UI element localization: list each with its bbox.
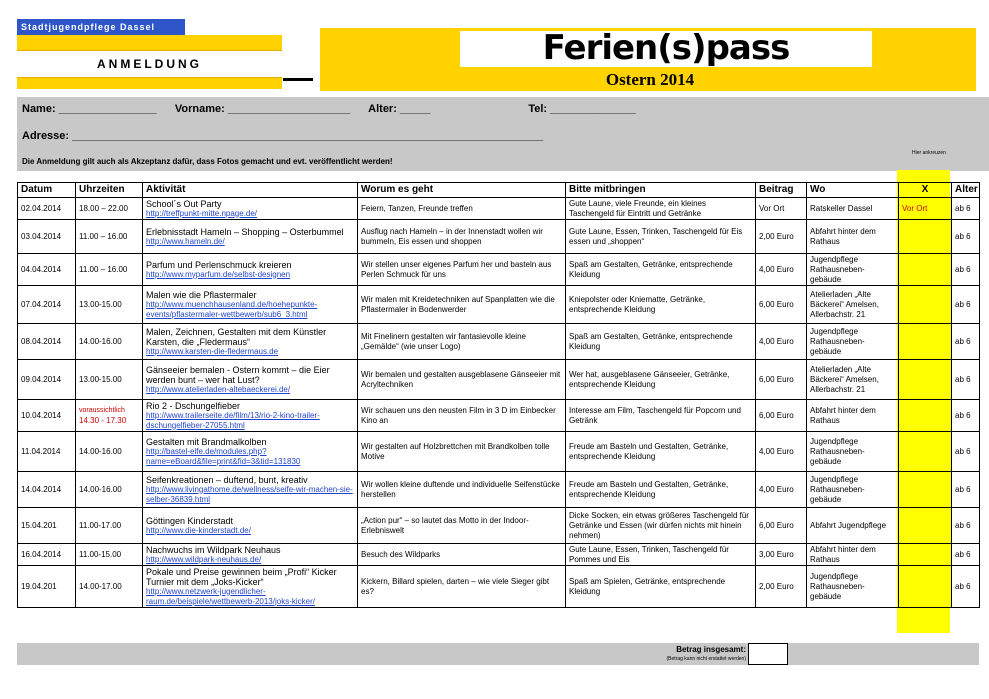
description-cell: Wir malen mit Kreidetechniken auf Spanplatten wie die Pflastermaler in Bodenwerder xyxy=(358,286,566,324)
total-note: (Betrag kann nicht erstattet werden) xyxy=(666,656,746,662)
table-row xyxy=(18,472,980,508)
table-row xyxy=(18,198,980,220)
activity-link[interactable]: http://treffpunkt-mitte.npage.de/ xyxy=(146,208,258,218)
activity-cell xyxy=(143,544,358,566)
age-cell: ab 6 xyxy=(952,198,980,220)
bring-along-cell: Spaß am Spielen, Getränke, entsprechende Kleidung xyxy=(566,566,756,608)
date-cell: 08.04.2014 xyxy=(18,324,76,360)
page-subtitle: Ostern 2014 xyxy=(605,70,695,89)
fee-cell: 4,00 Euro xyxy=(756,432,807,472)
location-cell: Jugendpflege Rathausneben-gebäude xyxy=(807,254,899,286)
date-cell: 07.04.2014 xyxy=(18,286,76,324)
signup-checkbox-cell[interactable]: Vor Ort xyxy=(899,198,952,220)
location-cell: Atelierladen „Alte Bäckerei“ Amelsen, Allerbachstr. 21 xyxy=(807,360,899,400)
signup-checkbox-cell[interactable] xyxy=(899,400,952,432)
activity-title: Malen wie die Pflastermaler xyxy=(146,289,257,300)
time-cell: 18.00 – 22.00 xyxy=(76,198,143,220)
activity-link[interactable]: http://www.trailerseite.de/film/13/rio-2-kino-trailer-dschungelfieber-27055.html xyxy=(146,410,320,430)
column-header: Datum xyxy=(18,183,76,198)
fee-cell: 6,00 Euro xyxy=(756,508,807,544)
signup-checkbox-cell[interactable] xyxy=(899,220,952,254)
location-cell: Jugendpflege Rathausneben-gebäude xyxy=(807,432,899,472)
description-cell: Wir stellen unser eigenes Parfum her und basteln aus Perlen Schmuck für uns xyxy=(358,254,566,286)
time-cell: 11.00 – 16.00 xyxy=(76,254,143,286)
location-cell: Abfahrt hinter dem Rathaus xyxy=(807,220,899,254)
address-field[interactable]: Adresse: _____________________________________________________________________________ xyxy=(22,130,544,142)
time-note: voraussichtlich xyxy=(79,406,125,414)
activity-link[interactable]: http://bastel-elfe.de/modules.php?name=eBoard&file=print&fid=3&tid=131830 xyxy=(146,446,301,466)
table-row xyxy=(18,254,980,286)
description-cell: Besuch des Wildparks xyxy=(358,544,566,566)
signup-checkbox-cell[interactable] xyxy=(899,508,952,544)
activity-title: Seifenkreationen – duftend, bunt, kreativ xyxy=(146,474,308,485)
column-header: Uhrzeiten xyxy=(76,183,143,198)
activity-cell xyxy=(143,198,358,220)
fee-cell: 4,00 Euro xyxy=(756,254,807,286)
date-cell: 15.04.201 xyxy=(18,508,76,544)
age-cell: ab 6 xyxy=(952,400,980,432)
time-cell: 14.00-16.00 xyxy=(76,324,143,360)
column-header: Wo xyxy=(807,183,899,198)
signup-checkbox-cell[interactable] xyxy=(899,472,952,508)
fee-cell: 6,00 Euro xyxy=(756,286,807,324)
activity-title: Gestalten mit Brandmalkolben xyxy=(146,436,267,447)
location-cell: Abfahrt hinter dem Rathaus xyxy=(807,400,899,432)
activity-cell xyxy=(143,508,358,544)
activity-title: Malen, Zeichnen, Gestalten mit dem Künstler Karsten, die „Fledermaus“ xyxy=(146,326,327,347)
activity-title: Nachwuchs im Wildpark Neuhaus xyxy=(146,544,281,555)
description-cell: Feiern, Tanzen, Freunde treffen xyxy=(358,198,566,220)
fee-cell: Vor Ort xyxy=(756,198,807,220)
column-header: X xyxy=(899,183,952,198)
divider xyxy=(283,78,313,81)
activity-title: Gänseeier bemalen - Ostern kommt – die Eier werden bunt – wer hat Lust? xyxy=(146,364,330,385)
activity-link[interactable]: http://www.wildpark-neuhaus.de/ xyxy=(146,554,262,564)
description-cell: „Action pur“ – so lautet das Motto in der Indoor-Erlebniswelt xyxy=(358,508,566,544)
table-row xyxy=(18,508,980,544)
table-row xyxy=(18,220,980,254)
activity-cell xyxy=(143,472,358,508)
activity-cell xyxy=(143,432,358,472)
table-row xyxy=(18,432,980,472)
time-cell: 14.00-16.00 xyxy=(76,432,143,472)
anmeldung-heading: ANMELDUNG xyxy=(17,50,282,78)
bring-along-cell: Gute Laune, viele Freunde, ein kleines Taschengeld für Eintritt und Getränke xyxy=(566,198,756,220)
activity-cell xyxy=(143,324,358,360)
fee-cell: 4,00 Euro xyxy=(756,324,807,360)
activity-title: School´s Out Party xyxy=(146,198,222,209)
age-cell: ab 6 xyxy=(952,360,980,400)
activity-link[interactable]: http://www.netzwerk-jugendlicher-raum.de/beispiele/wettbewerb-2013/joks-kicker/ xyxy=(146,586,315,606)
activity-title: Göttingen Kinderstadt xyxy=(146,515,234,526)
fee-cell: 2,00 Euro xyxy=(756,220,807,254)
age-cell: ab 6 xyxy=(952,472,980,508)
column-header: Aktivität xyxy=(143,183,358,198)
signup-checkbox-cell[interactable] xyxy=(899,566,952,608)
location-cell: Jugendpflege Rathausneben-gebäude xyxy=(807,472,899,508)
bring-along-cell: Freude am Basteln und Gestalten, Getränke, entsprechende Kleidung xyxy=(566,472,756,508)
location-cell: Abfahrt Jugendpflege xyxy=(807,508,899,544)
time-value: 14.30 - 17.30 xyxy=(79,415,127,425)
time-cell: 14.00-16.00 xyxy=(76,472,143,508)
bring-along-cell: Wer hat, ausgeblasene Gänseeier, Getränke, entsprechende Kleidung xyxy=(566,360,756,400)
column-header: Beitrag xyxy=(756,183,807,198)
activity-cell xyxy=(143,286,358,324)
date-cell: 09.04.2014 xyxy=(18,360,76,400)
time-cell: 13.00-15.00 xyxy=(76,360,143,400)
table-row xyxy=(18,544,980,566)
organization-label: Stadtjugendpflege Dassel xyxy=(17,19,185,35)
signup-checkbox-cell[interactable] xyxy=(899,324,952,360)
time-cell: 14.00-17.00 xyxy=(76,566,143,608)
activity-link[interactable]: http://www.livingathome.de/wellness/seife-wir-machen-sie-selber-36839.html xyxy=(146,484,353,504)
activity-table xyxy=(17,182,980,608)
activity-cell xyxy=(143,400,358,432)
description-cell: Wir wollen kleine duftende und individuelle Seifenstücke herstellen xyxy=(358,472,566,508)
date-cell: 16.04.2014 xyxy=(18,544,76,566)
location-cell: Jugendpflege Rathausneben-gebäude xyxy=(807,566,899,608)
description-cell: Mit Finelinern gestalten wir fantasievolle kleine „Gemälde“ (wie unser Logo) xyxy=(358,324,566,360)
table-header-row xyxy=(18,183,980,198)
photo-consent-note: Die Anmeldung gilt auch als Akzeptanz dafür, dass Fotos gemacht und evt. veröffentlicht werden! xyxy=(22,157,393,166)
bring-along-cell: Spaß am Gestalten, Getränke, entsprechende Kleidung xyxy=(566,254,756,286)
date-cell: 04.04.2014 xyxy=(18,254,76,286)
description-cell: Kickern, Billard spielen, darten – wie viele Sieger gibt es? xyxy=(358,566,566,608)
bring-along-cell: Freude am Basteln und Gestalten, Getränke, entsprechende Kleidung xyxy=(566,432,756,472)
personal-fields[interactable]: Name: ________________ Vorname: ____________________ Alter: _____ Tel: ______________ xyxy=(22,103,636,115)
activity-link[interactable]: http://www.die-kinderstadt.de/ xyxy=(146,525,251,535)
bring-along-cell: Dicke Socken, ein etwas größeres Taschengeld für Getränke und Essen (wir dürfen nichts mit hinein nehmen) xyxy=(566,508,756,544)
description-cell: Wir schauen uns den neusten Film in 3 D im Einbecker Kino an xyxy=(358,400,566,432)
location-cell: Ratskeller Dassel xyxy=(807,198,899,220)
age-cell: ab 6 xyxy=(952,432,980,472)
activity-title: Parfum und Perlenschmuck kreieren xyxy=(146,259,292,270)
table-row xyxy=(18,286,980,324)
location-cell: Abfahrt hinter dem Rathaus xyxy=(807,544,899,566)
table-row xyxy=(18,324,980,360)
activity-title: Erlebnisstadt Hameln – Shopping – Osterbummel xyxy=(146,226,344,237)
time-cell: 11.00-17.00 xyxy=(76,508,143,544)
fee-cell: 3,00 Euro xyxy=(756,544,807,566)
signup-checkbox-cell[interactable] xyxy=(899,254,952,286)
signup-checkbox-cell[interactable] xyxy=(899,544,952,566)
location-cell: Atelierladen „Alte Bäckerei“ Amelsen, Allerbachstr. 21 xyxy=(807,286,899,324)
age-cell: ab 6 xyxy=(952,254,980,286)
total-bar xyxy=(17,643,979,665)
bring-along-cell: Interesse am Film, Taschengeld für Popcorn und Getränk xyxy=(566,400,756,432)
time-cell xyxy=(76,400,143,432)
signup-checkbox-cell[interactable] xyxy=(899,360,952,400)
table-row xyxy=(18,566,980,608)
fee-cell: 2,00 Euro xyxy=(756,566,807,608)
table-row xyxy=(18,360,980,400)
bring-along-cell: Kniepolster oder Kniematte, Getränke, entsprechende Kleidung xyxy=(566,286,756,324)
description-cell: Ausflug nach Hameln – in der Innenstadt wollen wir bummeln, Eis essen und shoppen xyxy=(358,220,566,254)
total-label: Betrag insgesamt: xyxy=(676,645,746,654)
fee-cell: 6,00 Euro xyxy=(756,400,807,432)
bring-along-cell: Gute Laune, Essen, Trinken, Taschengeld für Pommes und Eis xyxy=(566,544,756,566)
description-cell: Wir gestalten auf Holzbrettchen mit Brandkolben tolle Motive xyxy=(358,432,566,472)
signup-checkbox-cell[interactable] xyxy=(899,286,952,324)
age-cell: ab 6 xyxy=(952,324,980,360)
time-cell: 11.00 – 16.00 xyxy=(76,220,143,254)
date-cell: 02.04.2014 xyxy=(18,198,76,220)
date-cell: 14.04.2014 xyxy=(18,472,76,508)
age-cell: ab 6 xyxy=(952,508,980,544)
activity-cell xyxy=(143,220,358,254)
activity-title: Rio 2 - Dschungelfieber xyxy=(146,400,241,411)
activity-cell xyxy=(143,566,358,608)
column-header: Alter xyxy=(952,183,980,198)
column-header: Worum es geht xyxy=(358,183,566,198)
age-cell: ab 6 xyxy=(952,220,980,254)
description-cell: Wir bemalen und gestalten ausgeblasene Gänseeier mit Acryltechniken xyxy=(358,360,566,400)
activity-cell xyxy=(143,360,358,400)
activity-cell xyxy=(143,254,358,286)
location-cell: Jugendpflege Rathausneben-gebäude xyxy=(807,324,899,360)
signup-checkbox-cell[interactable] xyxy=(899,432,952,472)
bring-along-cell: Spaß am Gestalten, Getränke, entsprechende Kleidung xyxy=(566,324,756,360)
date-cell: 11.04.2014 xyxy=(18,432,76,472)
time-cell: 13.00-15.00 xyxy=(76,286,143,324)
table-row xyxy=(18,400,980,432)
activity-link[interactable]: http://www.hameln.de/ xyxy=(146,236,225,246)
activity-link[interactable]: http://www.atelierladen-altebaeckerei.de/ xyxy=(146,384,291,394)
date-cell: 19.04.201 xyxy=(18,566,76,608)
age-cell: ab 6 xyxy=(952,286,980,324)
activity-title: Pokale und Preise gewinnen beim „Profi“ Kicker Turnier mit dem „Joks-Kicker“ xyxy=(146,566,337,587)
column-header: Bitte mitbringen xyxy=(566,183,756,198)
total-amount-field[interactable] xyxy=(748,643,788,665)
fee-cell: 4,00 Euro xyxy=(756,472,807,508)
age-cell: ab 6 xyxy=(952,566,980,608)
date-cell: 10.04.2014 xyxy=(18,400,76,432)
date-cell: 03.04.2014 xyxy=(18,220,76,254)
bring-along-cell: Gute Laune, Essen, Trinken, Taschengeld für Eis essen und „shoppen“ xyxy=(566,220,756,254)
checkbox-hint: Hier ankreuzen xyxy=(912,150,946,156)
time-cell: 11.00-15.00 xyxy=(76,544,143,566)
page-title: Ferien(s)pass xyxy=(542,28,790,68)
fee-cell: 6,00 Euro xyxy=(756,360,807,400)
activity-link[interactable]: http://www.muenchhausenland.de/hoehepunkte-events/pflastermaler-wettbewerb/sub6_3.html xyxy=(146,299,318,319)
activity-link[interactable]: http://www.karsten-die-fledermaus.de xyxy=(146,346,279,356)
age-cell: ab 6 xyxy=(952,544,980,566)
activity-link[interactable]: http://www.myparfum.de/selbst-designen xyxy=(146,269,291,279)
